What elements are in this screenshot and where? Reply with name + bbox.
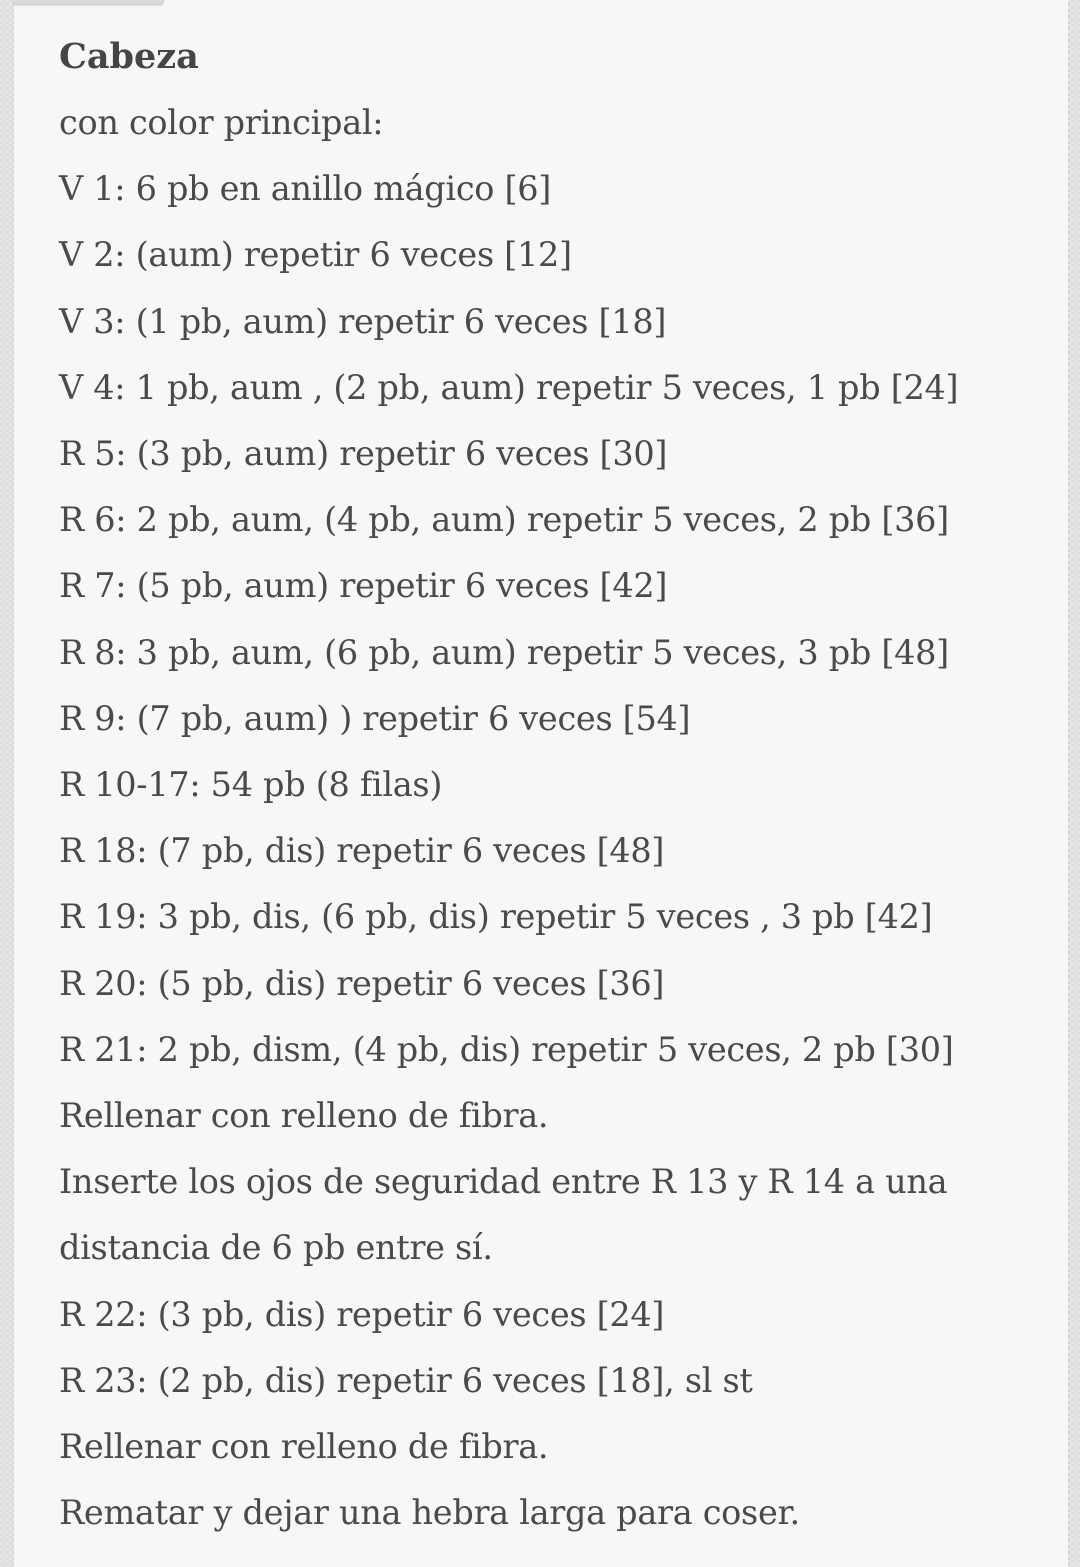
pattern-line: R 5: (3 pb, aum) repetir 6 veces [30] [59, 434, 668, 474]
pattern-line: R 21: 2 pb, dism, (4 pb, dis) repetir 5 veces, 2 pb [30] [59, 1029, 954, 1069]
pattern-line: Rematar y dejar una hebra larga para coser. [59, 1493, 800, 1533]
pattern-line: distancia de 6 pb entre sí. [59, 1228, 493, 1268]
pattern-line: con color principal: [59, 103, 384, 142]
pattern-line: V 3: (1 pb, aum) repetir 6 veces [18] [59, 301, 667, 341]
pattern-line: R 8: 3 pb, aum, (6 pb, aum) repetir 5 veces, 3 pb [48] [59, 632, 949, 672]
pattern-line: Rellenar con relleno de fibra. [59, 1427, 549, 1467]
pattern-line: R 19: 3 pb, dis, (6 pb, dis) repetir 5 veces , 3 pb [42] [59, 897, 933, 937]
section-title: Cabeza [59, 36, 199, 77]
pattern-line: R 10-17: 54 pb (8 filas) [59, 765, 443, 805]
top-tab [14, 0, 164, 4]
pattern-content [59, 24, 1048, 1546]
pattern-line: R 22: (3 pb, dis) repetir 6 veces [24] [59, 1294, 665, 1334]
pattern-line: R 6: 2 pb, aum, (4 pb, aum) repetir 5 veces, 2 pb [36] [59, 500, 949, 540]
pattern-line: R 18: (7 pb, dis) repetir 6 veces [48] [59, 831, 665, 871]
pattern-line: Inserte los ojos de seguridad entre R 13 y R 14 a una [59, 1162, 948, 1202]
pattern-line: R 7: (5 pb, aum) repetir 6 veces [42] [59, 566, 668, 606]
pattern-line: Rellenar con relleno de fibra. [59, 1096, 549, 1136]
pattern-line: V 1: 6 pb en anillo mágico [6] [59, 169, 552, 209]
pattern-line: V 4: 1 pb, aum , (2 pb, aum) repetir 5 veces, 1 pb [24] [59, 367, 959, 407]
pattern-line: R 9: (7 pb, aum) ) repetir 6 veces [54] [59, 698, 691, 738]
pattern-line: R 23: (2 pb, dis) repetir 6 veces [18], sl st [59, 1360, 753, 1400]
pattern-line: R 20: (5 pb, dis) repetir 6 veces [36] [59, 963, 665, 1003]
document-card [14, 0, 1068, 1567]
pattern-line: V 2: (aum) repetir 6 veces [12] [59, 235, 572, 275]
